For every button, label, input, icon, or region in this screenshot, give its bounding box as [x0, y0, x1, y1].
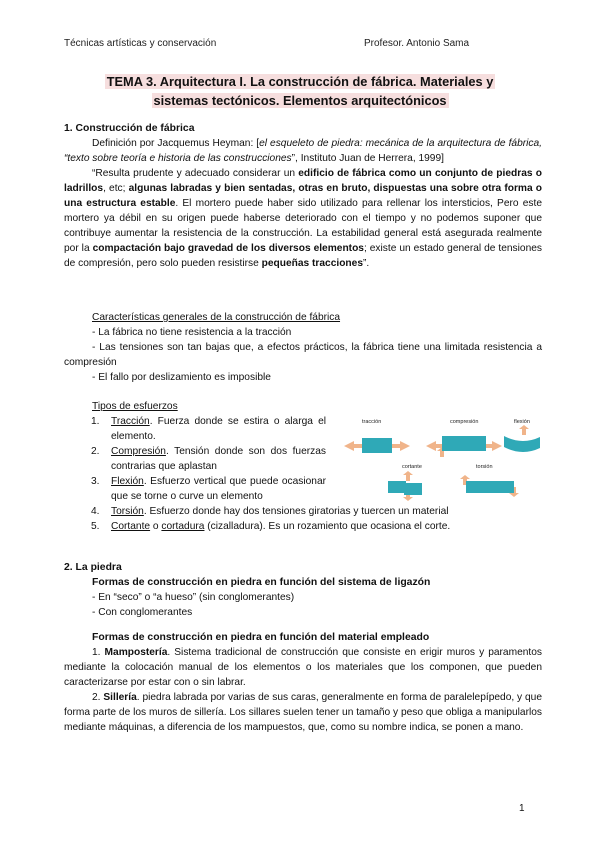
stress-item: 2. Compresión. Tensión donde son dos fuerzas contrarias que aplastan: [91, 446, 326, 472]
flexion-block: [504, 436, 540, 452]
torsion-block: [466, 481, 514, 493]
stress-item: 3. Flexión. Esfuerzo vertical que puede ocasionar que se torne o curve un elemento: [91, 476, 326, 502]
stress-item: 1. Tracción. Fuerza donde se estira o alarga el elemento.: [91, 416, 326, 442]
figure-label: cortante: [402, 464, 422, 470]
list-item: - En “seco” o “a hueso” (sin conglomerantes): [92, 592, 295, 603]
arrow-icon: [344, 441, 362, 451]
characteristic-item: - El fallo por deslizamiento es imposible: [92, 372, 271, 383]
list-item: - Con conglomerantes: [92, 607, 193, 618]
characteristics: [64, 310, 542, 385]
section-2-heading: 2. La piedra: [64, 562, 122, 573]
arrow-icon: [392, 441, 410, 451]
header-left: Técnicas artísticas y conservación: [64, 38, 217, 49]
quote-paragraph: “Resulta prudente y adecuado considerar un edificio de fábrica como un conjunto de piedras o ladrillos, etc; algunas labradas y bien sentadas, otras en bruto, dispuestas una sobre otra forma o una estructura estable. El mortero puede haber sido utilizado para rellenar los intersticios, Pero este mortero ya débil en su origen puede haberse deteriorado con el tiempo y no podemos suponer que contribuye aumentar la resistencia de la construcción. La estabilidad general está asegurada realmente por la compactación bajo gravedad de los diversos elementos; existe un estado general de tensiones de compresión, pero solo pueden resistirse pequeñas tracciones”.: [64, 168, 542, 269]
arrow-icon: [486, 441, 502, 451]
compression-block: [442, 436, 486, 451]
subheading: Formas de construcción en piedra en función del material empleado: [92, 632, 430, 643]
arrow-icon: [519, 425, 529, 435]
shear-block-left: [388, 481, 406, 493]
stress-types-title: Tipos de esfuerzos: [92, 401, 178, 412]
stress-diagram: [342, 413, 540, 505]
section-1-heading: 1. Construcción de fábrica: [64, 123, 195, 134]
material-paragraph: 2. Sillería. piedra labrada por varias de sus caras, generalmente en forma de paralelepípedo, y que forma parte de los muros de sillería. Los sillares suelen tener un tamaño y peso que obliga a manipularlos mediante máquinas, a diferencia de los mampuestos, que, como su nombre indica, se ponen a mano.: [64, 692, 543, 733]
section-1: [64, 121, 542, 271]
material-paragraph: 1. Mampostería. Sistema tradicional de construcción que consiste en erigir muros y paramentos mediante la colocación manual de los elementos o los materiales que los componen, que pueden caracterizarse por estar con o sin labrar.: [64, 647, 543, 688]
page-number: 1: [519, 803, 525, 814]
header-right: Profesor. Antonio Sama: [364, 38, 470, 49]
stress-item: 4. Torsión. Esfuerzo donde hay dos tensiones giratorias y tuercen un material: [91, 506, 449, 517]
shear-block-right: [404, 483, 422, 495]
characteristic-item: - Las tensiones son tan bajas que, a efectos prácticos, la fábrica tiene una limitada resistencia a compresión: [64, 342, 542, 368]
stress-item: 5. Cortante o cortadura (cizalladura). Es un rozamiento que ocasiona el corte.: [91, 521, 451, 532]
title-line-1: TEMA 3. Arquitectura I. La construcción de fábrica. Materiales y: [106, 74, 494, 89]
stress-list-narrow: [64, 414, 326, 504]
traction-block: [362, 438, 392, 453]
characteristics-title: Características generales de la construcción de fábrica: [92, 312, 341, 323]
section-2: [64, 560, 542, 735]
figure-label: torsión: [476, 464, 493, 470]
figure-label: compresión: [450, 419, 479, 425]
characteristic-item: - La fábrica no tiene resistencia a la tracción: [92, 327, 292, 338]
arrow-icon: [403, 471, 413, 481]
figure-label: tracción: [362, 419, 382, 425]
page-title: [0, 72, 600, 110]
figure-label: flexión: [514, 419, 530, 425]
definition-paragraph: Definición por Jacquemus Heyman: [el esqueleto de piedra: mecánica de la arquitectura de fábrica, “texto sobre teoría e historia de las construcciones”, Instituto Juan de Herrera, 1999]: [64, 138, 542, 164]
subheading: Formas de construcción en piedra en función del sistema de ligazón: [92, 577, 431, 588]
title-line-2: sistemas tectónicos. Elementos arquitectónicos: [153, 93, 447, 108]
